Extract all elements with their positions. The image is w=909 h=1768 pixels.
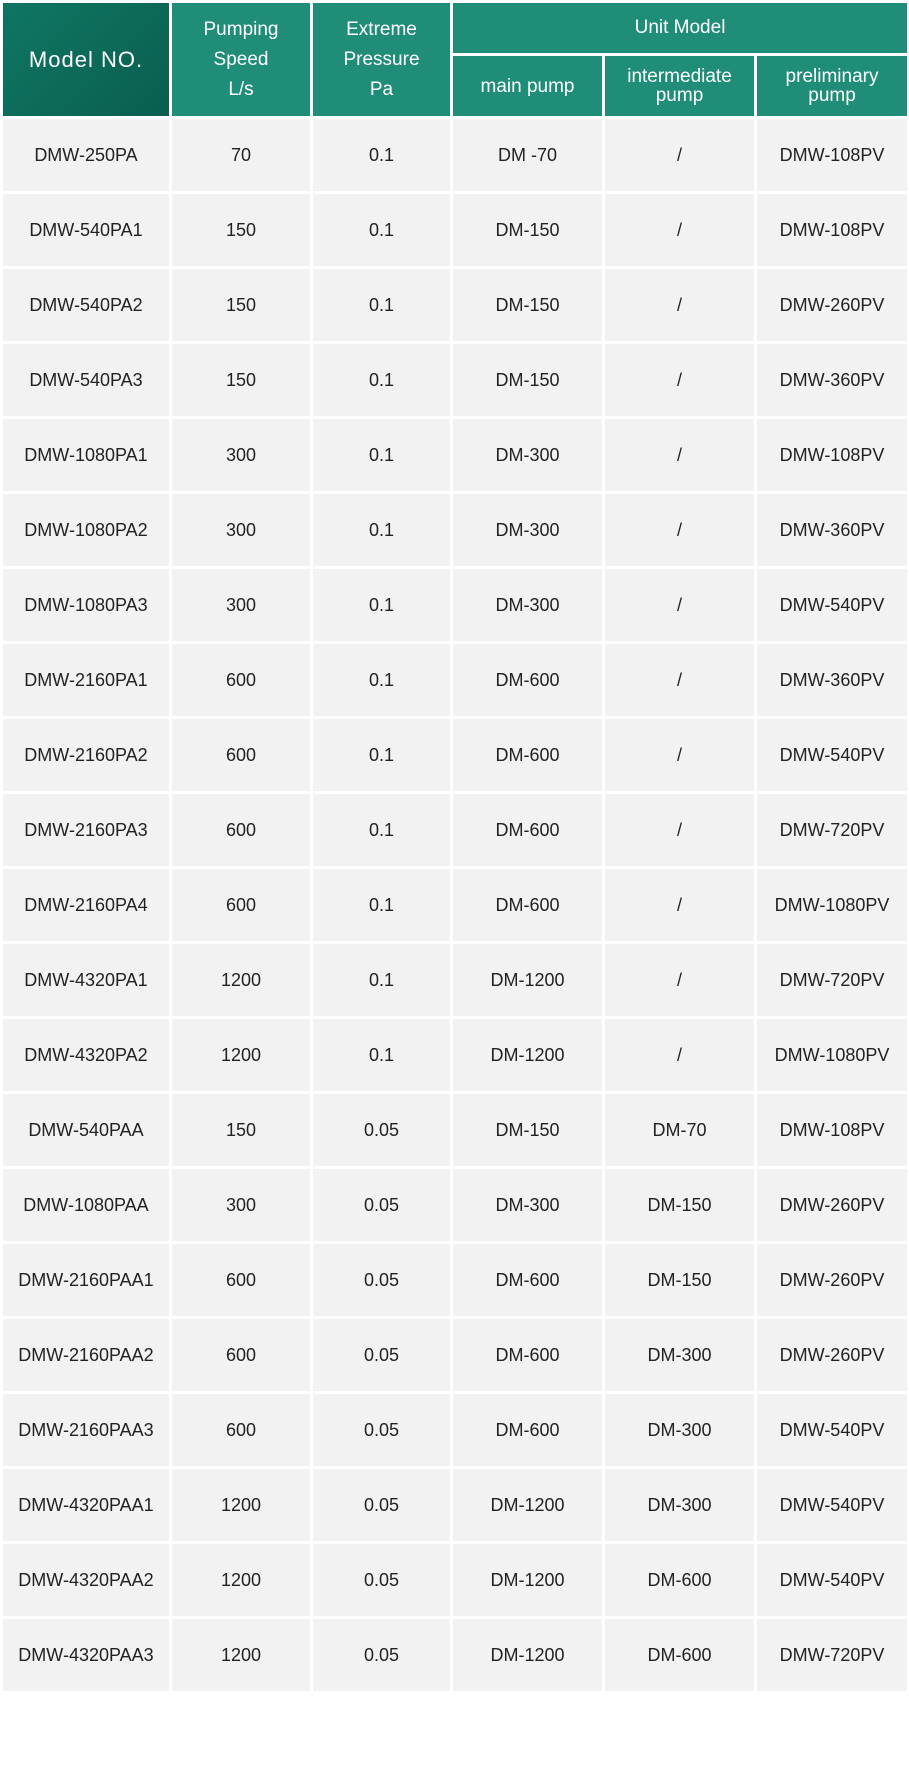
speed-cell: 150 bbox=[171, 193, 312, 268]
speed-cell: 150 bbox=[171, 268, 312, 343]
speed-cell: 70 bbox=[171, 118, 312, 193]
preliminary-pump-cell: DMW-260PV bbox=[756, 268, 909, 343]
intermediate-pump-cell: / bbox=[604, 718, 756, 793]
intermediate-pump-cell: DM-150 bbox=[604, 1243, 756, 1318]
pressure-cell: 0.1 bbox=[312, 418, 452, 493]
table-row bbox=[2, 193, 909, 268]
preliminary-pump-cell: DMW-360PV bbox=[756, 643, 909, 718]
model-cell: DMW-2160PA4 bbox=[2, 868, 171, 943]
speed-cell: 150 bbox=[171, 343, 312, 418]
pressure-cell: 0.1 bbox=[312, 943, 452, 1018]
table-row bbox=[2, 643, 909, 718]
preliminary-pump-cell: DMW-260PV bbox=[756, 1168, 909, 1243]
preliminary-pump-cell: DMW-720PV bbox=[756, 1618, 909, 1693]
speed-cell: 600 bbox=[171, 1318, 312, 1393]
model-cell: DMW-2160PAA3 bbox=[2, 1393, 171, 1468]
intermediate-pump-cell: / bbox=[604, 193, 756, 268]
table-row bbox=[2, 1018, 909, 1093]
intermediate-pump-cell: / bbox=[604, 118, 756, 193]
table-row bbox=[2, 868, 909, 943]
speed-cell: 1200 bbox=[171, 1543, 312, 1618]
pumping-speed-header-line1: Pumping bbox=[203, 18, 279, 40]
speed-cell: 1200 bbox=[171, 1468, 312, 1543]
speed-cell: 600 bbox=[171, 1243, 312, 1318]
unit-model-header bbox=[452, 2, 909, 55]
main-pump-header-label: main pump bbox=[480, 75, 575, 97]
table-row bbox=[2, 793, 909, 868]
preliminary-pump-header-line1: preliminary bbox=[785, 66, 879, 87]
intermediate-pump-cell: / bbox=[604, 793, 756, 868]
pressure-cell: 0.1 bbox=[312, 718, 452, 793]
main-pump-cell: DM-150 bbox=[452, 193, 604, 268]
model-cell: DMW-2160PAA1 bbox=[2, 1243, 171, 1318]
speed-cell: 300 bbox=[171, 493, 312, 568]
table-body bbox=[2, 118, 909, 1693]
intermediate-pump-cell: / bbox=[604, 868, 756, 943]
intermediate-pump-header-line2: pump bbox=[655, 85, 704, 106]
preliminary-pump-cell: DMW-260PV bbox=[756, 1243, 909, 1318]
preliminary-pump-cell: DMW-540PV bbox=[756, 1468, 909, 1543]
intermediate-pump-cell: / bbox=[604, 943, 756, 1018]
intermediate-pump-cell: / bbox=[604, 493, 756, 568]
header-row-top bbox=[2, 2, 909, 55]
preliminary-pump-cell: DMW-108PV bbox=[756, 193, 909, 268]
preliminary-pump-cell: DMW-108PV bbox=[756, 118, 909, 193]
main-pump-cell: DM-300 bbox=[452, 568, 604, 643]
main-pump-cell: DM -70 bbox=[452, 118, 604, 193]
model-cell: DMW-1080PA2 bbox=[2, 493, 171, 568]
main-pump-cell: DM-600 bbox=[452, 868, 604, 943]
preliminary-pump-cell: DMW-540PV bbox=[756, 568, 909, 643]
intermediate-pump-cell: / bbox=[604, 268, 756, 343]
pressure-cell: 0.05 bbox=[312, 1318, 452, 1393]
model-cell: DMW-4320PAA2 bbox=[2, 1543, 171, 1618]
speed-cell: 300 bbox=[171, 1168, 312, 1243]
model-cell: DMW-4320PA1 bbox=[2, 943, 171, 1018]
pressure-cell: 0.05 bbox=[312, 1543, 452, 1618]
table-row bbox=[2, 1468, 909, 1543]
table-row bbox=[2, 343, 909, 418]
table-row bbox=[2, 1318, 909, 1393]
main-pump-cell: DM-1200 bbox=[452, 1618, 604, 1693]
table-row bbox=[2, 493, 909, 568]
intermediate-pump-cell: / bbox=[604, 418, 756, 493]
pressure-cell: 0.1 bbox=[312, 1018, 452, 1093]
table-row bbox=[2, 1393, 909, 1468]
pressure-cell: 0.05 bbox=[312, 1168, 452, 1243]
model-cell: DMW-2160PA1 bbox=[2, 643, 171, 718]
pressure-cell: 0.1 bbox=[312, 193, 452, 268]
pressure-cell: 0.05 bbox=[312, 1468, 452, 1543]
main-pump-cell: DM-300 bbox=[452, 1168, 604, 1243]
preliminary-pump-cell: DMW-1080PV bbox=[756, 868, 909, 943]
pumping-speed-header-line2: Speed bbox=[213, 48, 269, 70]
pressure-cell: 0.1 bbox=[312, 268, 452, 343]
preliminary-pump-cell: DMW-720PV bbox=[756, 793, 909, 868]
pressure-cell: 0.1 bbox=[312, 493, 452, 568]
preliminary-pump-cell: DMW-540PV bbox=[756, 718, 909, 793]
pressure-cell: 0.1 bbox=[312, 118, 452, 193]
extreme-pressure-header-line2: Pressure bbox=[343, 48, 420, 70]
extreme-pressure-header bbox=[312, 2, 452, 118]
main-pump-cell: DM-150 bbox=[452, 268, 604, 343]
unit-model-header-label: Unit Model bbox=[634, 17, 726, 38]
model-cell: DMW-4320PA2 bbox=[2, 1018, 171, 1093]
preliminary-pump-cell: DMW-108PV bbox=[756, 1093, 909, 1168]
model-no-header-label: Model NO. bbox=[28, 46, 144, 72]
speed-cell: 600 bbox=[171, 868, 312, 943]
table-row bbox=[2, 1093, 909, 1168]
model-cell: DMW-1080PA1 bbox=[2, 418, 171, 493]
main-pump-cell: DM-1200 bbox=[452, 1543, 604, 1618]
intermediate-pump-cell: / bbox=[604, 568, 756, 643]
speed-cell: 150 bbox=[171, 1093, 312, 1168]
model-cell: DMW-4320PAA1 bbox=[2, 1468, 171, 1543]
pressure-cell: 0.1 bbox=[312, 868, 452, 943]
preliminary-pump-cell: DMW-1080PV bbox=[756, 1018, 909, 1093]
pressure-cell: 0.05 bbox=[312, 1093, 452, 1168]
intermediate-pump-cell: DM-300 bbox=[604, 1318, 756, 1393]
pressure-cell: 0.05 bbox=[312, 1618, 452, 1693]
main-pump-cell: DM-1200 bbox=[452, 943, 604, 1018]
main-pump-cell: DM-600 bbox=[452, 793, 604, 868]
intermediate-pump-cell: DM-300 bbox=[604, 1393, 756, 1468]
table-row bbox=[2, 568, 909, 643]
intermediate-pump-cell: DM-600 bbox=[604, 1543, 756, 1618]
speed-cell: 300 bbox=[171, 568, 312, 643]
pumping-speed-header bbox=[171, 2, 312, 118]
speed-cell: 300 bbox=[171, 418, 312, 493]
table-row bbox=[2, 718, 909, 793]
model-cell: DMW-540PAA bbox=[2, 1093, 171, 1168]
speed-cell: 600 bbox=[171, 1393, 312, 1468]
main-pump-cell: DM-600 bbox=[452, 1318, 604, 1393]
intermediate-pump-header-line1: intermediate bbox=[627, 66, 732, 87]
preliminary-pump-cell: DMW-540PV bbox=[756, 1393, 909, 1468]
preliminary-pump-header-line2: pump bbox=[808, 85, 856, 106]
model-cell: DMW-250PA bbox=[2, 118, 171, 193]
table-row bbox=[2, 943, 909, 1018]
table-row bbox=[2, 1243, 909, 1318]
speed-cell: 1200 bbox=[171, 943, 312, 1018]
intermediate-pump-cell: DM-300 bbox=[604, 1468, 756, 1543]
main-pump-cell: DM-300 bbox=[452, 493, 604, 568]
preliminary-pump-cell: DMW-720PV bbox=[756, 943, 909, 1018]
extreme-pressure-header-line1: Extreme bbox=[346, 18, 417, 40]
preliminary-pump-header bbox=[756, 55, 909, 118]
model-cell: DMW-2160PAA2 bbox=[2, 1318, 171, 1393]
model-cell: DMW-4320PAA3 bbox=[2, 1618, 171, 1693]
pressure-cell: 0.1 bbox=[312, 343, 452, 418]
pressure-cell: 0.1 bbox=[312, 793, 452, 868]
table-row bbox=[2, 1168, 909, 1243]
table-header bbox=[2, 2, 909, 118]
intermediate-pump-cell: DM-150 bbox=[604, 1168, 756, 1243]
model-cell: DMW-540PA2 bbox=[2, 268, 171, 343]
preliminary-pump-cell: DMW-360PV bbox=[756, 493, 909, 568]
main-pump-cell: DM-1200 bbox=[452, 1468, 604, 1543]
model-cell: DMW-540PA1 bbox=[2, 193, 171, 268]
pressure-cell: 0.1 bbox=[312, 643, 452, 718]
model-cell: DMW-540PA3 bbox=[2, 343, 171, 418]
speed-cell: 1200 bbox=[171, 1618, 312, 1693]
intermediate-pump-cell: DM-70 bbox=[604, 1093, 756, 1168]
table-row bbox=[2, 1543, 909, 1618]
model-no-header bbox=[2, 2, 171, 118]
preliminary-pump-cell: DMW-360PV bbox=[756, 343, 909, 418]
preliminary-pump-cell: DMW-540PV bbox=[756, 1543, 909, 1618]
main-pump-header bbox=[452, 55, 604, 118]
main-pump-cell: DM-600 bbox=[452, 718, 604, 793]
main-pump-cell: DM-600 bbox=[452, 1393, 604, 1468]
pressure-cell: 0.1 bbox=[312, 568, 452, 643]
speed-cell: 600 bbox=[171, 718, 312, 793]
pressure-cell: 0.05 bbox=[312, 1393, 452, 1468]
model-cell: DMW-2160PA2 bbox=[2, 718, 171, 793]
table-row bbox=[2, 418, 909, 493]
preliminary-pump-cell: DMW-260PV bbox=[756, 1318, 909, 1393]
model-cell: DMW-1080PAA bbox=[2, 1168, 171, 1243]
pumping-speed-header-unit: L/s bbox=[228, 78, 254, 100]
preliminary-pump-cell: DMW-108PV bbox=[756, 418, 909, 493]
pressure-cell: 0.05 bbox=[312, 1243, 452, 1318]
main-pump-cell: DM-150 bbox=[452, 1093, 604, 1168]
model-cell: DMW-1080PA3 bbox=[2, 568, 171, 643]
main-pump-cell: DM-150 bbox=[452, 343, 604, 418]
main-pump-cell: DM-600 bbox=[452, 1243, 604, 1318]
speed-cell: 600 bbox=[171, 643, 312, 718]
model-cell: DMW-2160PA3 bbox=[2, 793, 171, 868]
speed-cell: 1200 bbox=[171, 1018, 312, 1093]
main-pump-cell: DM-600 bbox=[452, 643, 604, 718]
table-row bbox=[2, 268, 909, 343]
intermediate-pump-cell: DM-600 bbox=[604, 1618, 756, 1693]
intermediate-pump-cell: / bbox=[604, 343, 756, 418]
main-pump-cell: DM-1200 bbox=[452, 1018, 604, 1093]
speed-cell: 600 bbox=[171, 793, 312, 868]
intermediate-pump-header bbox=[604, 55, 756, 118]
extreme-pressure-header-unit: Pa bbox=[369, 78, 394, 100]
intermediate-pump-cell: / bbox=[604, 643, 756, 718]
table-row bbox=[2, 1618, 909, 1693]
main-pump-cell: DM-300 bbox=[452, 418, 604, 493]
table-row bbox=[2, 118, 909, 193]
intermediate-pump-cell: / bbox=[604, 1018, 756, 1093]
